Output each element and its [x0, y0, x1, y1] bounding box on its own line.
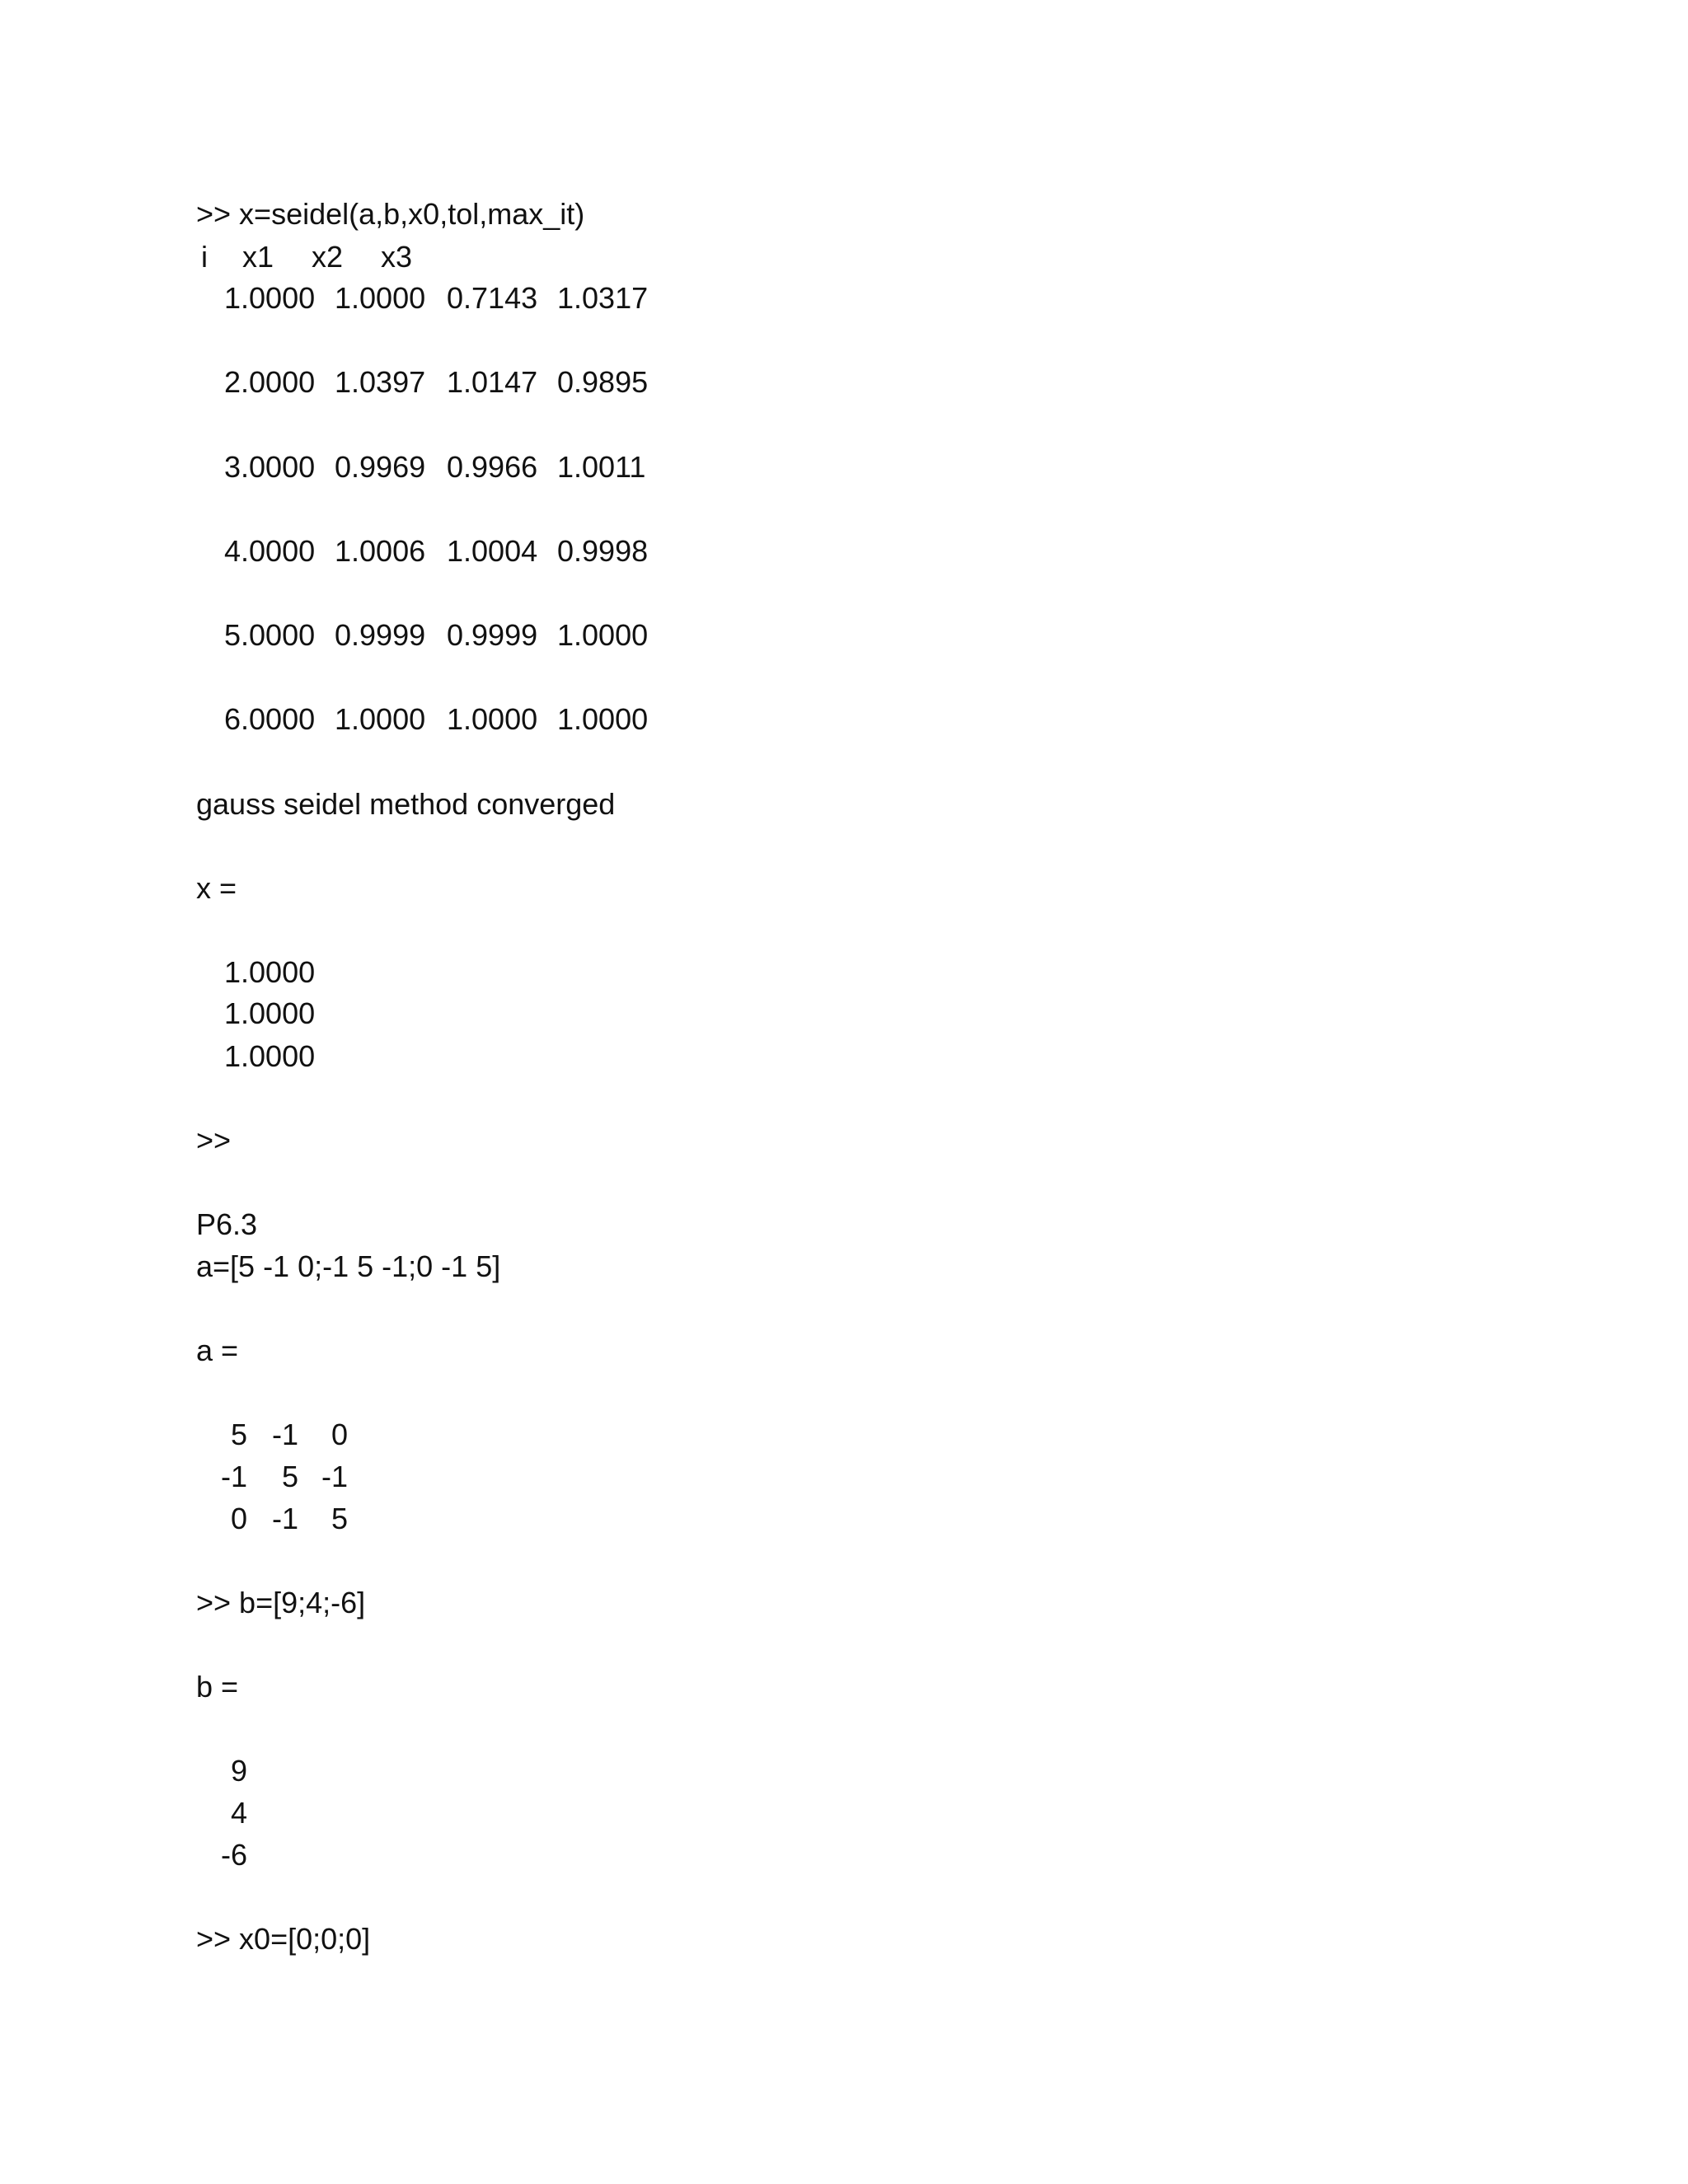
b-value: 4	[230, 1796, 247, 1830]
iter-x2: 0.9999	[447, 618, 538, 652]
b-value: -6	[220, 1838, 247, 1872]
matrix-cell: -1	[321, 1460, 348, 1493]
iter-x3: 0.9895	[557, 365, 649, 399]
matrix-cell: -1	[271, 1502, 298, 1535]
header-x2: x2	[312, 240, 344, 274]
x-label: x =	[196, 871, 237, 905]
x-value: 1.0000	[224, 1039, 316, 1073]
iter-x3: 0.9998	[557, 534, 649, 568]
iter-i: 2.0000	[224, 365, 316, 399]
iter-i: 5.0000	[224, 618, 316, 652]
header-x3: x3	[381, 240, 413, 274]
header-x1: x1	[242, 240, 274, 274]
matrix-cell: 5	[331, 1502, 348, 1535]
iter-x3: 1.0011	[557, 450, 646, 484]
x-value: 1.0000	[224, 955, 316, 989]
iter-x2: 1.0147	[447, 365, 538, 399]
iter-i: 1.0000	[224, 281, 316, 315]
empty-prompt: >>	[196, 1123, 232, 1157]
matrix-cell: 0	[331, 1418, 348, 1451]
a-command: a=[5 -1 0;-1 5 -1;0 -1 5]	[196, 1249, 501, 1283]
iter-x1: 1.0397	[335, 365, 426, 399]
iter-x1: 1.0006	[335, 534, 426, 568]
iter-x2: 1.0004	[447, 534, 538, 568]
header-i: i	[201, 240, 208, 274]
iter-i: 4.0000	[224, 534, 316, 568]
iter-x1: 0.9999	[335, 618, 426, 652]
x0-command: >> x0=[0;0;0]	[196, 1922, 371, 1956]
iter-x1: 0.9969	[335, 450, 426, 484]
iter-x3: 1.0000	[557, 618, 649, 652]
iter-x2: 1.0000	[447, 702, 538, 736]
converged-message: gauss seidel method converged	[196, 787, 616, 821]
iter-x2: 0.7143	[447, 281, 538, 315]
iter-x3: 1.0000	[557, 702, 649, 736]
iter-x2: 0.9966	[447, 450, 538, 484]
b-command: >> b=[9;4;-6]	[196, 1586, 366, 1619]
matrix-cell: 5	[281, 1460, 298, 1493]
matrix-cell: 5	[230, 1418, 247, 1451]
matrix-cell: 0	[230, 1502, 247, 1535]
iter-x3: 1.0317	[557, 281, 649, 315]
iter-x1: 1.0000	[335, 281, 426, 315]
iter-i: 3.0000	[224, 450, 316, 484]
matrix-cell: -1	[271, 1418, 298, 1451]
problem-label: P6.3	[196, 1207, 258, 1241]
a-label: a =	[196, 1333, 239, 1367]
iter-i: 6.0000	[224, 702, 316, 736]
iter-x1: 1.0000	[335, 702, 426, 736]
matrix-cell: -1	[220, 1460, 247, 1493]
b-label: b =	[196, 1670, 239, 1704]
seidel-command: >> x=seidel(a,b,x0,tol,max_it)	[196, 197, 585, 231]
x-value: 1.0000	[224, 996, 316, 1030]
b-value: 9	[230, 1754, 247, 1788]
